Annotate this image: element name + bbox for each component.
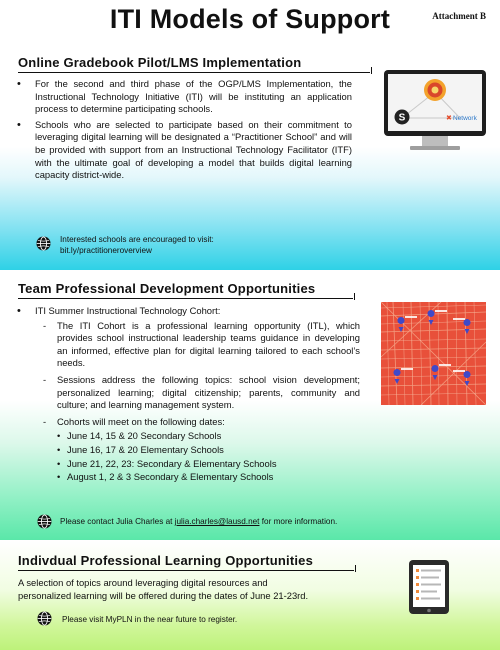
section2-note-suffix: for more information. [259,517,338,526]
section1-heading-text: Online Gradebook Pilot/LMS Implementation [18,55,302,70]
cohort-date-4: • August 1, 2 & 3 Secondary & Elementary Schools [57,471,360,484]
section1-note-line1: Interested schools are encouraged to visit: [60,235,214,244]
section1-note [60,234,214,256]
section3-heading-rule [18,570,354,572]
section2-bullet-1 [17,305,360,484]
section1-heading-rule [18,72,370,74]
map-with-pins-icon [381,302,486,405]
section2-dash-2: - Sessions address the following topics: school vision development; personalized learning; digital citizenship; parents, community and culture; and learning management system. [35,374,360,412]
page-title: ITI Models of Support [109,4,391,34]
computer-monitor-network-icon [382,68,488,154]
section2-note-prefix: Please contact Julia Charles at [60,517,175,526]
tablet-document-icon [408,559,450,615]
cohort-dates-list [57,430,360,483]
contact-email-link[interactable]: julia.charles@lausd.net [174,517,260,526]
attachment-label: Attachment B [432,11,486,21]
section3-body: A selection of topics around leveraging digital resources and personalized learning will be offered during the dates of June 21-23rd. [18,577,309,601]
section1-bullets [17,78,352,185]
section2-heading-rule [18,298,353,300]
section1-bullet-2: • Schools who are selected to participate based on their commitment to leveraging digital learning will be designated a “Practitioner School” and will be provided with support from an Instructional Technology Facilitator (ITF) with the ultimate goal of developing a model that builds digital learning capacity district-wide. [17,119,352,182]
section3-heading [18,553,313,568]
globe-icon [36,236,51,251]
section2-heading-text: Team Professional Development Opportunities [18,281,316,296]
section2-dash-3-text: Cohorts will meet on the following dates: [57,415,225,427]
section1-bullet-1: • For the second and third phase of the OGP/LMS Implementation, the Instructional Technology Initiative (ITI) will be instituting an application process to determine participating schools. [17,78,352,116]
section2-bullet-text: ITI Summer Instructional Technology Cohort: [35,305,221,316]
globe-icon [37,514,52,529]
section2-note [60,516,337,527]
network-label: Network [453,115,477,122]
globe-icon [37,611,52,626]
section2-heading [18,281,315,296]
section2-dash-1: - The ITI Cohort is a professional learning opportunity (ITL), which provides school instructional leadership teams guidance in developing an informed, effective plan for digital learning tailored to each school’s needs. [35,320,360,370]
section3-heading-text: Indivdual Professional Learning Opportunities [18,553,314,568]
svg-text:✖: ✖ [446,115,452,122]
cohort-date-3: • June 21, 22, 23: Secondary & Elementary Schools [57,458,360,471]
section1-heading [18,55,301,70]
svg-text:S: S [398,112,406,124]
cohort-date-2: • June 16, 17 & 20 Elementary Schools [57,444,360,457]
section2-dash-3 [35,416,360,484]
section2-bullets [17,305,360,488]
section2-dash-list [35,320,360,484]
section3-note: Please visit MyPLN in the near future to register. [62,615,238,624]
section1-note-link[interactable]: bit.ly/practitioneroverview [60,246,152,255]
cohort-date-1: • June 14, 15 & 20 Secondary Schools [57,430,360,443]
